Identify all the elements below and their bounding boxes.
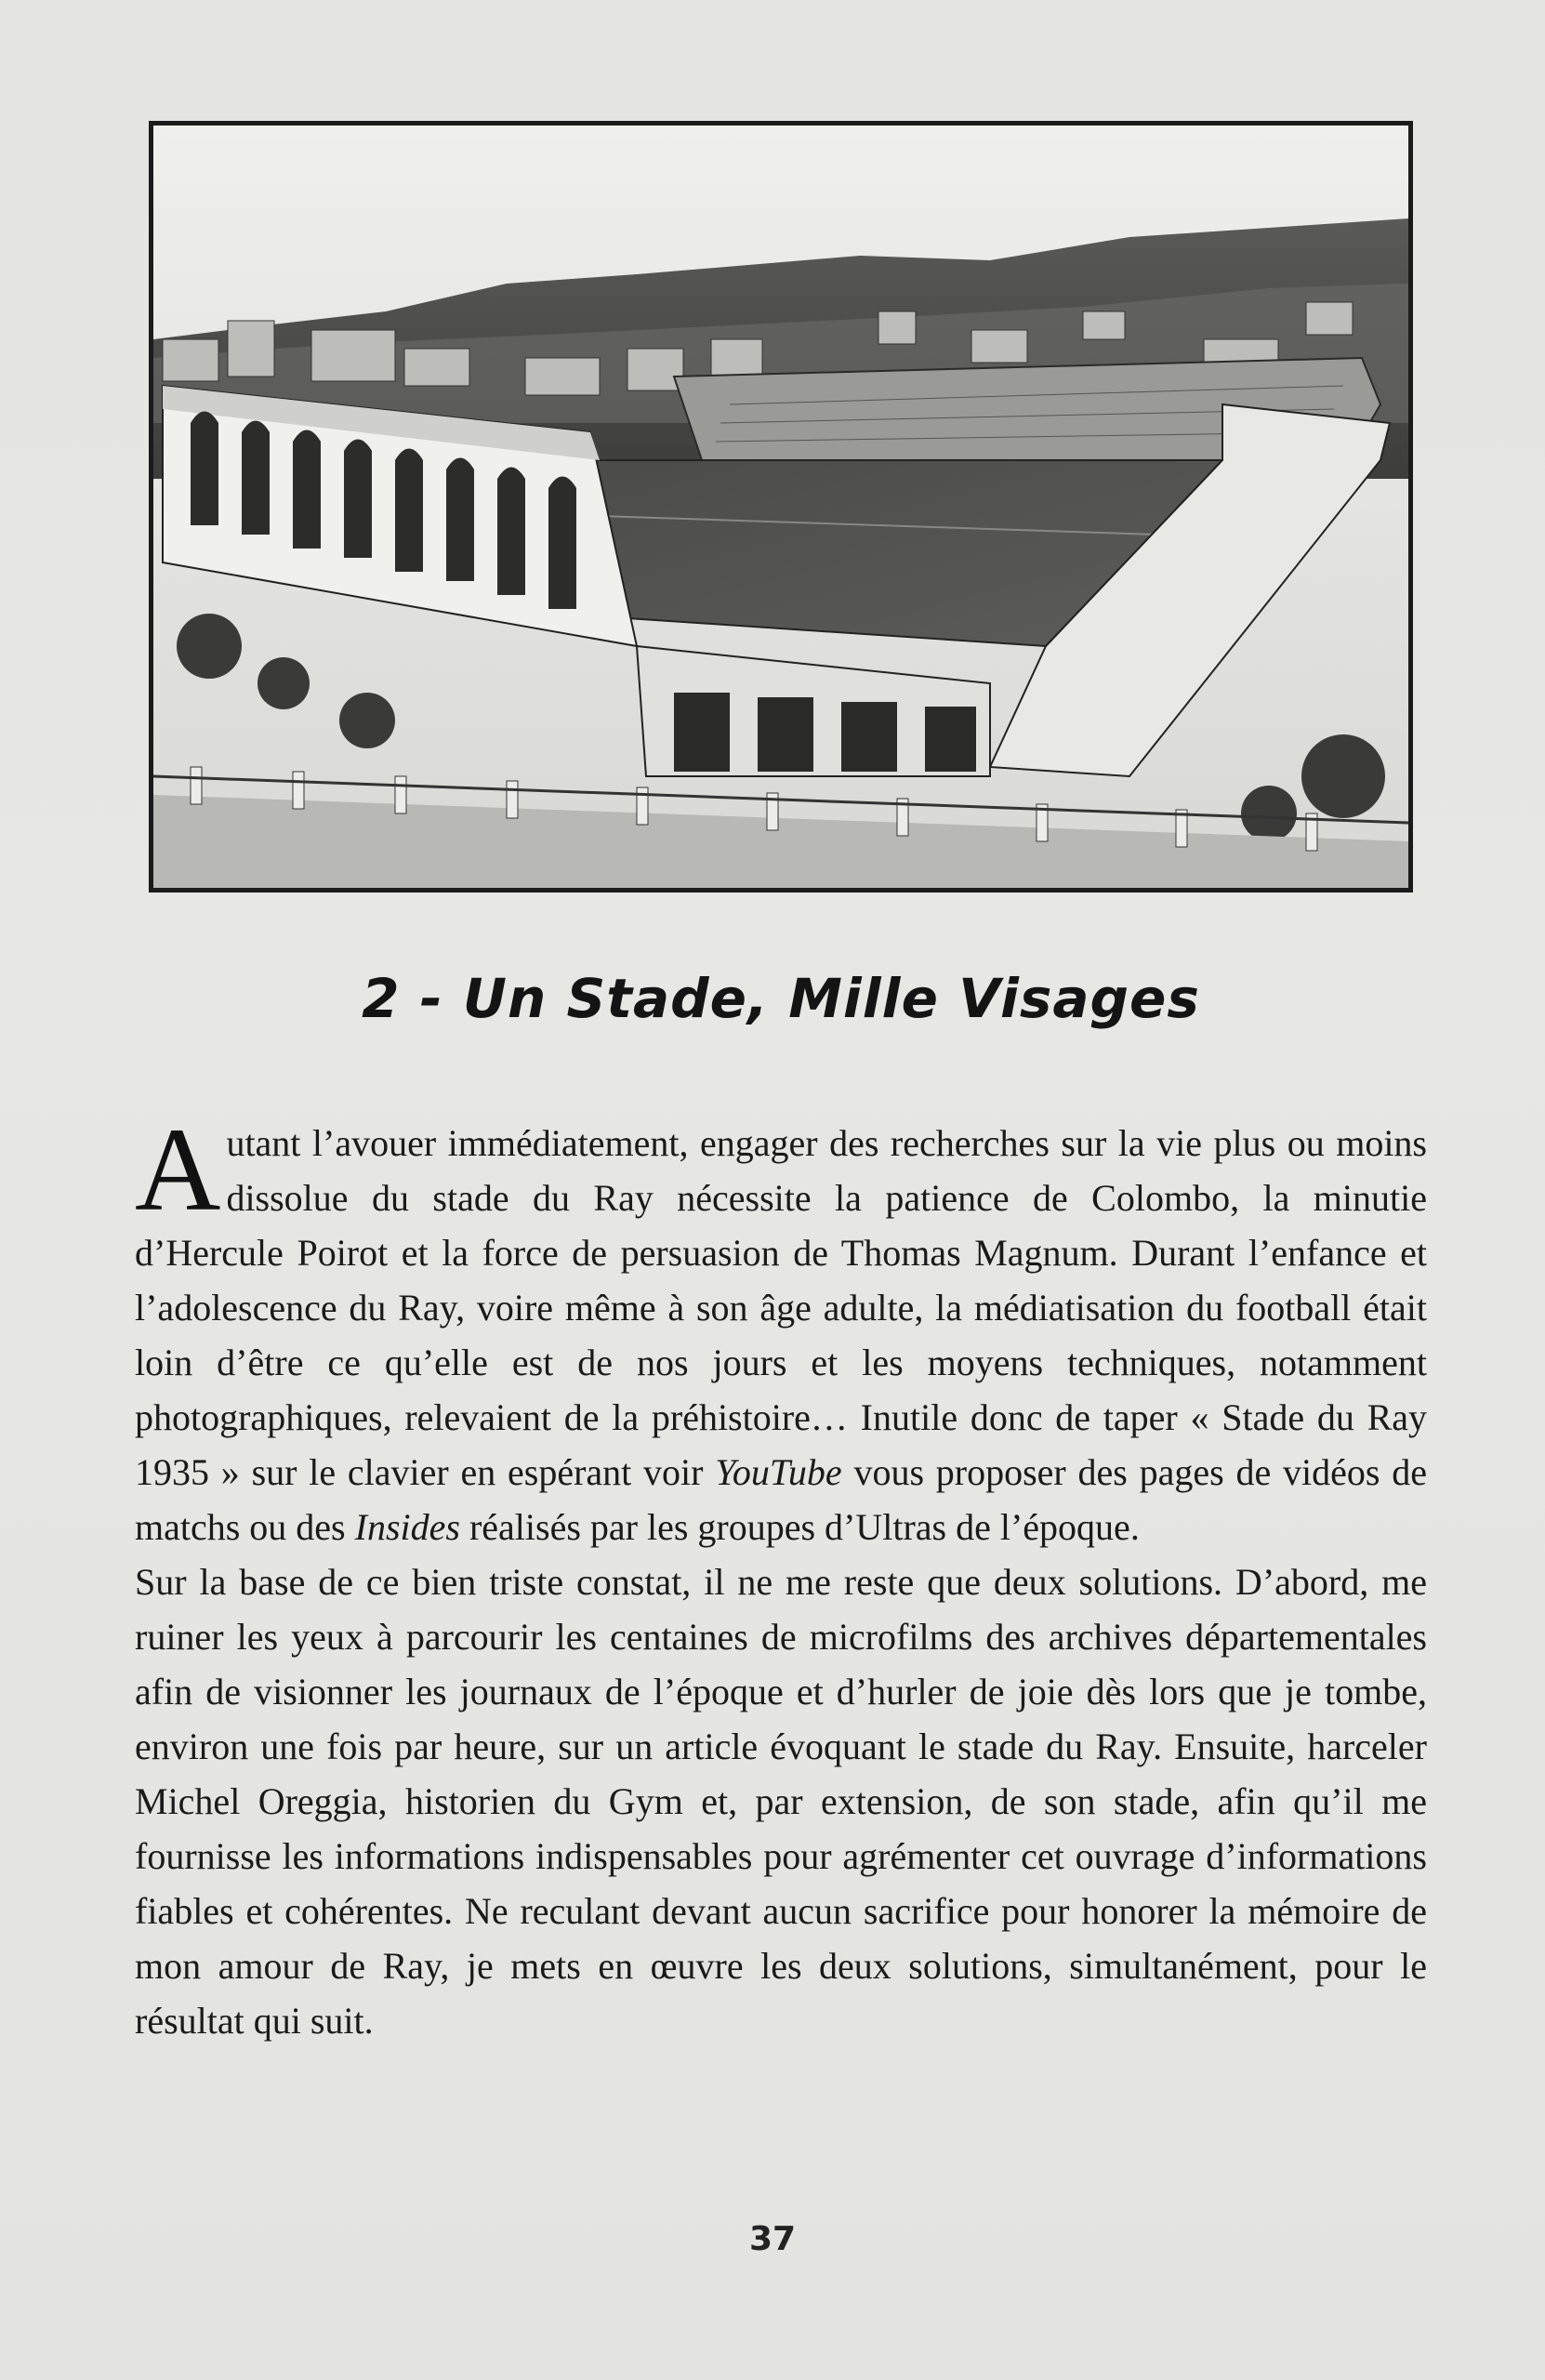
paragraph-1-part-3: réalisés par les groupes d’Ultras de l’époque. bbox=[459, 1506, 1140, 1548]
paragraph-1-part-2: vous proposer des pages de vidéos de matchs ou des bbox=[135, 1451, 1427, 1548]
chapter-title: 2 - Un Stade, Mille Visages bbox=[362, 967, 1200, 1030]
stadium-photo bbox=[149, 121, 1413, 892]
page-number: 37 bbox=[748, 2220, 797, 2258]
youtube-mention: YouTube bbox=[715, 1451, 842, 1493]
stadium-photo-illustration bbox=[153, 126, 1408, 888]
paragraph-1 bbox=[135, 1104, 1427, 1554]
dropcap-letter: A bbox=[135, 1104, 221, 1236]
insides-mention: Insides bbox=[354, 1506, 460, 1548]
chapter-body bbox=[135, 1104, 1427, 2048]
paragraph-2: Sur la base de ce bien triste constat, il ne me reste que deux solutions. D’abord, me ruiner les yeux à parcourir les centaines de microfilms des archives départementales afin de visionner les journaux de l’époque et d’hurler de joie dès lors que je tombe, environ une fois par heure, sur un article évoquant le stade du Ray. Ensuite, harceler Michel Oreggia, historien du Gym et, par extension, de son stade, afin qu’il me fournisse les informations indispensables pour agrémenter cet ouvrage d’informations fiables et cohérentes. Ne reculant devant aucun sacrifice pour honorer la mémoire de mon amour de Ray, je mets en œuvre les deux solutions, simultanément, pour le résultat qui suit. bbox=[135, 1561, 1427, 2042]
paragraph-1-part-1: utant l’avouer immédiatement, engager des recherches sur la vie plus ou moins dissolue du stade du Ray nécessite la patience de Colombo, la minutie d’Hercule Poirot et la force de persuasion de Thomas Magnum. Durant l’enfance et l’adolescence du Ray, voire même à son âge adulte, la médiatisation du football était loin d’être ce qu’elle est de nos jours et les moyens techniques, notamment photographiques, relevaient de la préhistoire… Inutile donc de taper « Stade du Ray 1935 » sur le clavier en espérant voir bbox=[135, 1122, 1427, 1493]
